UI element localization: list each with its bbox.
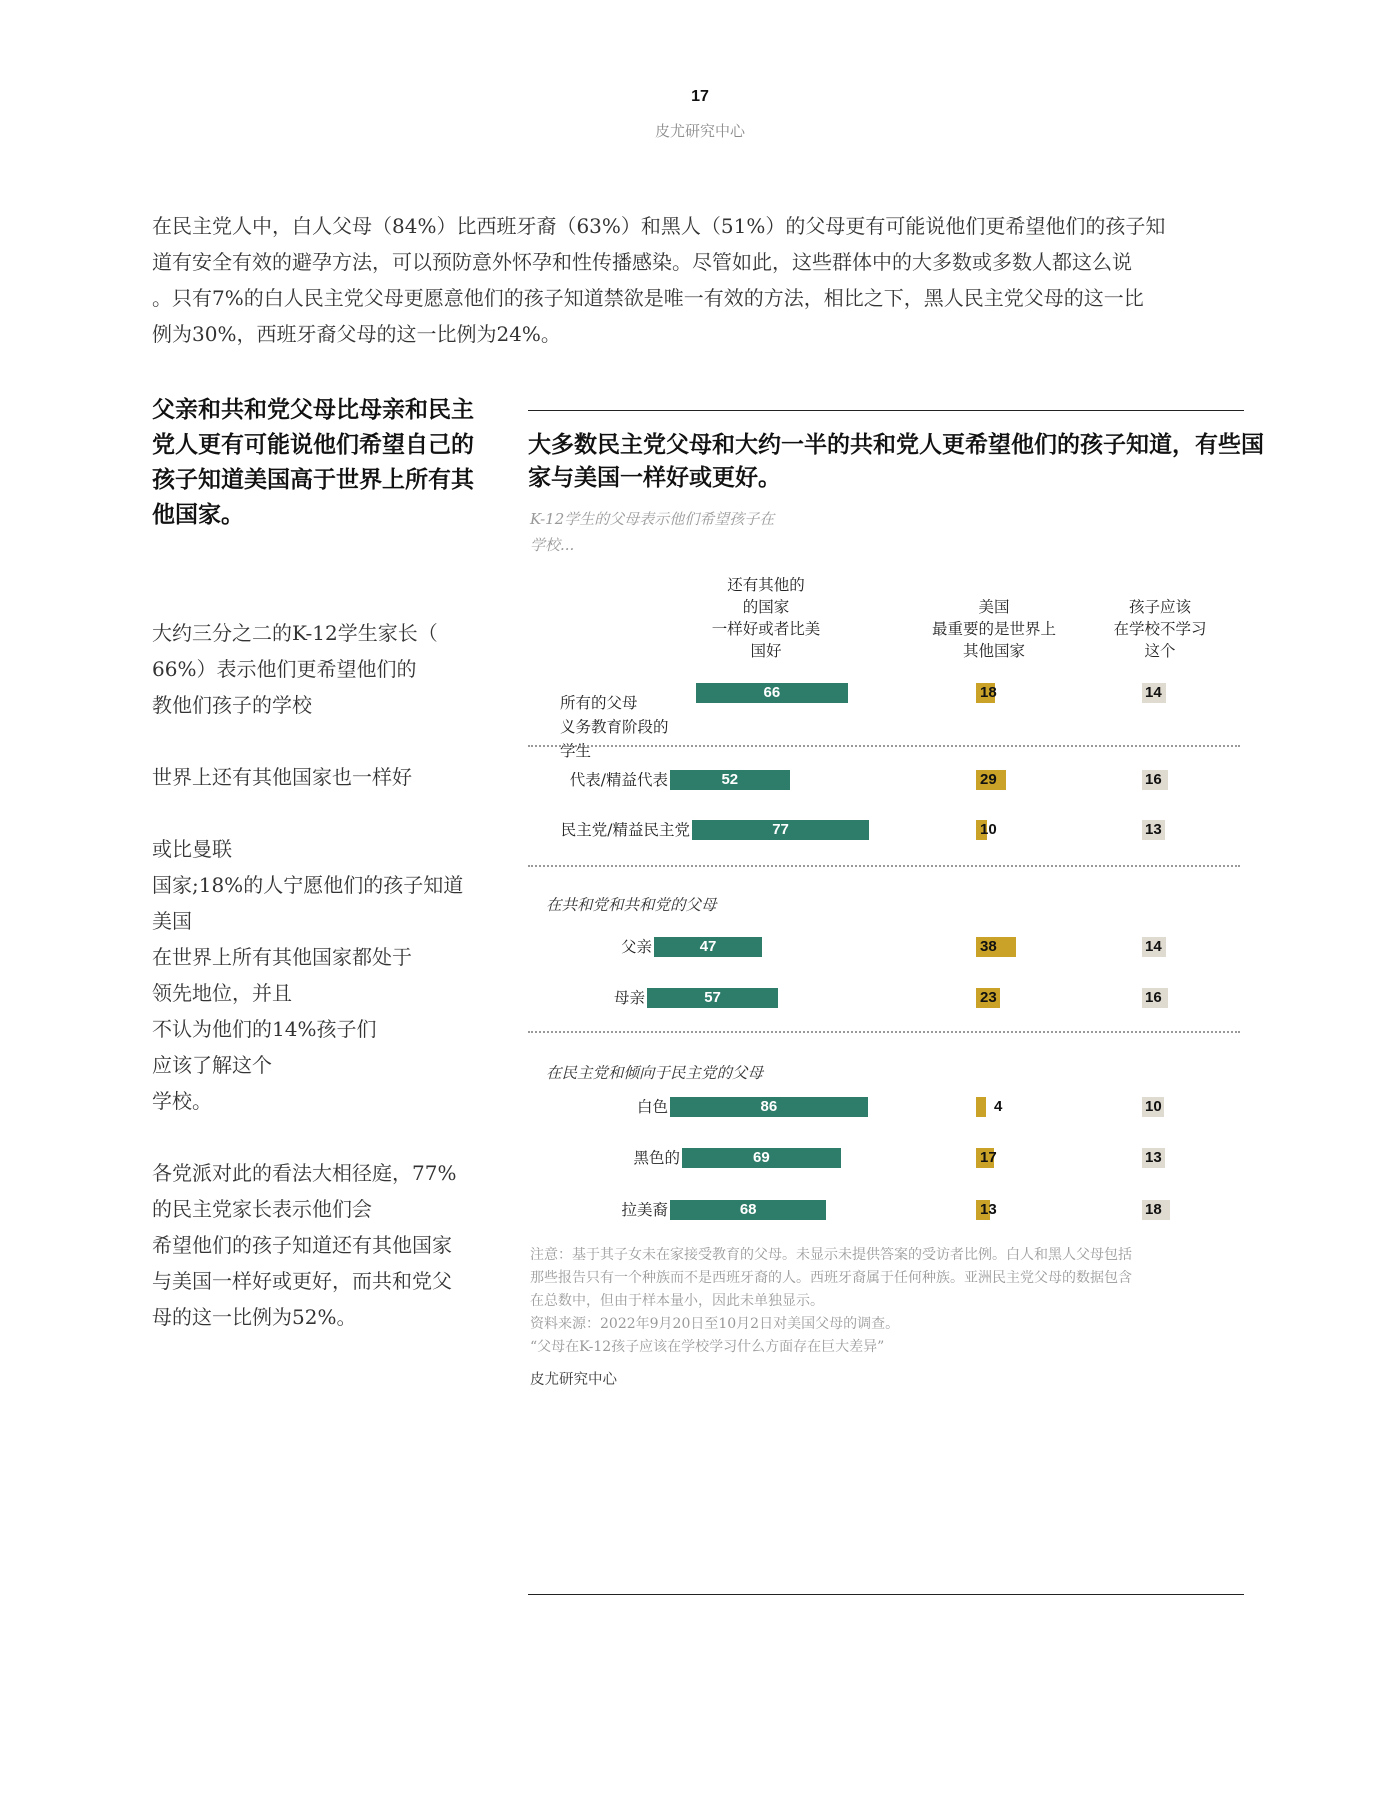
sidebar-line: 大约三分之二的K-12学生家长（ <box>152 621 438 645</box>
value-label-other: 57 <box>704 989 721 1006</box>
sidebar-line: 应该了解这个 <box>152 1053 272 1077</box>
sidebar-heading-line: 孩子知道美国高于世界上所有其 <box>152 466 474 493</box>
value-label-none: 10 <box>1145 1098 1162 1115</box>
value-label-us: 18 <box>980 684 997 701</box>
sidebar-line: 的民主党家长表示他们会 <box>152 1197 372 1221</box>
row-label <box>621 936 652 958</box>
sidebar-line: 不认为他们的14%孩子们 <box>152 1017 377 1041</box>
row-label <box>570 769 668 791</box>
row-label-line: 拉美裔 <box>621 1201 668 1219</box>
column-header-line: 美国 <box>978 598 1010 616</box>
value-label-us: 38 <box>980 938 997 955</box>
row-label-line: 代表/精益代表 <box>569 771 668 789</box>
chart-notes <box>530 1244 1230 1359</box>
row-label-line: 所有的父母 <box>560 694 638 712</box>
row-label-line: 父亲 <box>620 938 652 956</box>
value-label-other: 47 <box>699 938 717 955</box>
sidebar-heading-line: 他国家。 <box>152 501 244 528</box>
value-label-none: 14 <box>1145 684 1162 701</box>
value-label-none: 16 <box>1145 989 1162 1006</box>
column-header-other <box>646 574 886 662</box>
value-label-other: 68 <box>739 1201 757 1218</box>
row-label <box>621 1199 668 1221</box>
note-line: 资料来源：2022年9月20日至10月2日对美国父母的调查。 <box>530 1316 900 1332</box>
sidebar-line: 66%）表示他们更希望他们的 <box>152 657 417 681</box>
column-header-line: 国好 <box>750 642 782 660</box>
column-header-line: 还有其他的 <box>727 576 805 594</box>
row-label <box>614 987 645 1009</box>
value-label-none: 16 <box>1145 771 1162 788</box>
column-header-line: 在学校不学习 <box>1113 620 1207 638</box>
row-label-line: 义务教育阶段的 <box>560 718 669 736</box>
note-line: 在总数中，但由于样本量小，因此未单独显示。 <box>530 1293 824 1309</box>
row-label-line: 黑色的 <box>633 1149 680 1167</box>
sidebar-heading-line: 党人更有可能说他们希望自己的 <box>152 431 474 458</box>
group-label: 在共和党和共和党的父母 <box>546 896 717 914</box>
sidebar-heading-line: 父亲和共和党父母比母亲和民主 <box>152 396 474 423</box>
value-label-us: 29 <box>980 771 997 788</box>
sidebar-line: 或比曼联 <box>152 837 232 861</box>
page-number: 17 <box>691 88 709 105</box>
group-divider <box>528 1031 1240 1033</box>
page-header-org: 皮尤研究中心 <box>654 122 745 140</box>
column-header-line: 这个 <box>1144 642 1176 660</box>
sidebar-line: 世界上还有其他国家也一样好 <box>152 765 412 789</box>
intro-line: 。只有7%的白人民主党父母更愿意他们的孩子知道禁欲是唯一有效的方法，相比之下，黑人民主党父母的这一比 <box>152 286 1144 310</box>
note-line: 那些报告只有一个种族而不是西班牙裔的人。西班牙裔属于任何种族。亚洲民主党父母的数据包含 <box>530 1270 1132 1286</box>
value-label-us: 4 <box>994 1098 1003 1115</box>
chart-subtitle-line: 学校... <box>530 536 575 554</box>
group-divider <box>528 745 1240 747</box>
value-label-none: 13 <box>1145 1149 1162 1166</box>
row-label <box>560 691 669 763</box>
column-header-line: 一样好或者比美 <box>711 620 821 638</box>
column-header-line: 的国家 <box>742 598 790 616</box>
row-label <box>633 1147 680 1169</box>
chart-title-line: 家与美国一样好或更好。 <box>528 464 781 491</box>
intro-line: 道有安全有效的避孕方法，可以预防意外怀孕和性传播感染。尽管如此，这些群体中的大多数或多数人都这么说 <box>152 250 1132 274</box>
value-label-other: 66 <box>763 684 781 701</box>
value-label-us: 10 <box>980 821 997 838</box>
sidebar-line: 母的这一比例为52%。 <box>152 1305 357 1329</box>
value-label-other: 77 <box>772 821 789 838</box>
sidebar-line: 教他们孩子的学校 <box>152 693 312 717</box>
row-label-line: 母亲 <box>613 989 645 1007</box>
bar-us-above-all <box>976 1097 986 1117</box>
sidebar-line: 美国 <box>152 909 192 933</box>
row-label-line: 民主党/精益民主党 <box>560 821 690 839</box>
group-label: 在民主党和倾向于民主党的父母 <box>546 1064 764 1082</box>
value-label-other: 86 <box>760 1098 778 1115</box>
chart-bottom-rule <box>528 1594 1244 1595</box>
sidebar-line: 学校。 <box>152 1089 212 1113</box>
sidebar-line: 各党派对此的看法大相径庭，77% <box>152 1161 457 1185</box>
column-header-line: 其他国家 <box>962 642 1025 660</box>
value-label-none: 18 <box>1145 1201 1162 1218</box>
row-label <box>637 1096 668 1118</box>
intro-line: 在民主党人中，白人父母（84%）比西班牙裔（63%）和黑人（51%）的父母更有可能说他们更希望他们的孩子知 <box>152 214 1166 238</box>
chart-title-line: 大多数民主党父母和大约一半的共和党人更希望他们的孩子知道，有些国 <box>528 431 1264 458</box>
note-line: 注意：基于其子女未在家接受教育的父母。未显示未提供答案的受访者比例。白人和黑人父母包括 <box>530 1247 1132 1263</box>
sidebar-line: 领先地位，并且 <box>152 981 292 1005</box>
row-label <box>561 819 690 841</box>
column-header-line: 最重要的是世界上 <box>931 620 1056 638</box>
group-divider <box>528 865 1240 867</box>
source-org: 皮尤研究中心 <box>530 1372 617 1388</box>
chart-subtitle-line: K-12学生的父母表示他们希望孩子在 <box>530 510 775 528</box>
column-header-line: 孩子应该 <box>1128 598 1191 616</box>
sidebar-line: 在世界上所有其他国家都处于 <box>152 945 412 969</box>
value-label-none: 14 <box>1145 938 1162 955</box>
row-label-line: 学生 <box>560 742 592 760</box>
sidebar-line: 与美国一样好或更好，而共和党父 <box>152 1269 452 1293</box>
sidebar-line: 国家;18%的人宁愿他们的孩子知道 <box>152 873 464 897</box>
column-header-none <box>1040 596 1280 662</box>
value-label-us: 23 <box>980 989 997 1006</box>
value-label-us: 13 <box>980 1201 997 1218</box>
intro-line: 例为30%，西班牙裔父母的这一比例为24%。 <box>152 322 561 346</box>
value-label-us: 17 <box>980 1149 997 1166</box>
note-line: “父母在K-12孩子应该在学校学习什么方面存在巨大差异” <box>530 1339 885 1355</box>
value-label-none: 13 <box>1145 821 1162 838</box>
value-label-other: 69 <box>753 1149 770 1166</box>
value-label-other: 52 <box>721 771 739 788</box>
sidebar-line: 希望他们的孩子知道还有其他国家 <box>152 1233 452 1257</box>
row-label-line: 白色 <box>636 1098 668 1116</box>
